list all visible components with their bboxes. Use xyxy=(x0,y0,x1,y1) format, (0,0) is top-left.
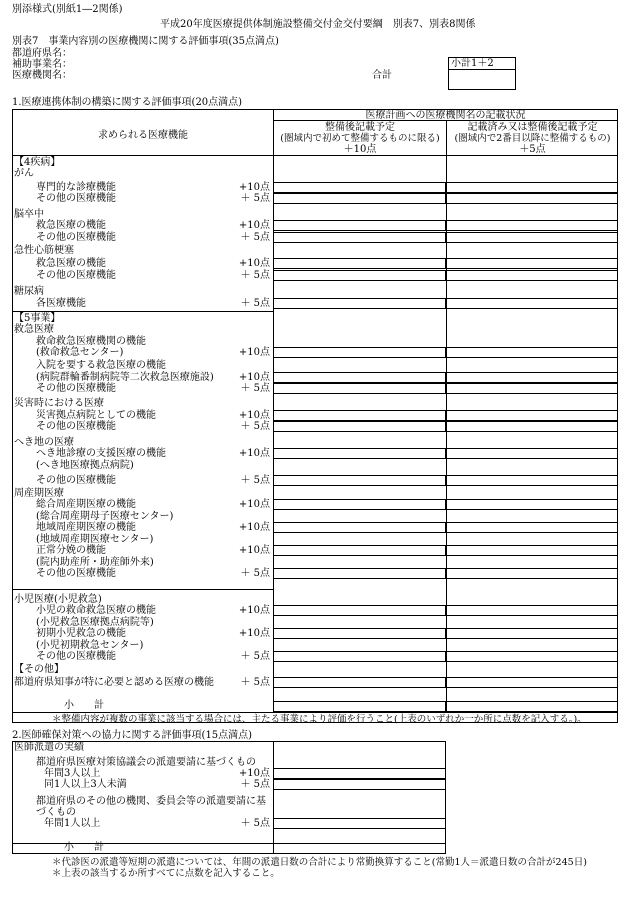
section1-row-label: がん xyxy=(14,168,34,179)
section1-score-cell-a[interactable] xyxy=(273,298,446,309)
col-b-line3: ＋5点 xyxy=(519,144,546,155)
section1-row-label: 【その他】 xyxy=(14,664,64,675)
section1-row-points: ＋ 5点 xyxy=(240,298,270,309)
section1-score-cell-b[interactable] xyxy=(446,628,618,639)
section1-row-label: 小児医療(小児救急) xyxy=(14,594,102,605)
col-group-header: 医療計画への医療機関名の記載状況 xyxy=(365,110,526,121)
section1-row-label: へき地の医療 xyxy=(14,437,74,448)
section1-row-label: 脳卒中 xyxy=(14,209,44,220)
section2-score-1[interactable] xyxy=(273,768,446,779)
section1-subtotal-divider xyxy=(12,712,618,713)
col-a-line1: 整備後記載予定 xyxy=(325,122,395,133)
section1-score-cell-b[interactable] xyxy=(446,347,618,358)
section1-row-label: へき地診療の支援医療の機能 xyxy=(36,448,166,459)
section1-row-points: +10点 xyxy=(238,410,270,421)
section2-line4: 都道府県のその他の機関、委員会等の派遣要請に基 xyxy=(36,796,266,807)
section1-row-label: (へき地医療拠点病院) xyxy=(36,460,134,471)
section1-row-label: 救命救急医療機関の機能 xyxy=(36,336,146,347)
section1-row-points: +10点 xyxy=(238,628,270,639)
section1-row-points: +10点 xyxy=(238,499,270,510)
section1-score-cell-b[interactable] xyxy=(446,421,618,432)
section1-row-label: その他の医療機能 xyxy=(36,270,116,281)
section1-row-points: ＋ 5点 xyxy=(240,270,270,281)
section1-score-cell-a[interactable] xyxy=(273,372,446,383)
section2-title-row: 医師派遣の実績 xyxy=(14,742,84,753)
section1-row-label: 地域周産期医療の機能 xyxy=(36,522,136,533)
section1-group-divider-1 xyxy=(12,311,274,312)
section1-score-cell-a[interactable] xyxy=(273,628,446,639)
col-required-header: 求められる医療機能 xyxy=(98,130,188,141)
section1-row-points: +10点 xyxy=(238,347,270,358)
section1-row-label: その他の医療機能 xyxy=(36,651,116,662)
section1-row-points: ＋ 5点 xyxy=(240,232,270,243)
section1-score-cell-a[interactable] xyxy=(273,383,446,394)
section1-row-points: +10点 xyxy=(238,258,270,269)
section1-row-points: +10点 xyxy=(238,220,270,231)
section1-score-cell-b[interactable] xyxy=(446,383,618,394)
section1-score-cell-b[interactable] xyxy=(446,193,618,204)
section1-row-points: +10点 xyxy=(238,448,270,459)
section1-row-label: その他の医療機能 xyxy=(36,421,116,432)
section1-row-label: 周産期医療 xyxy=(14,488,64,499)
section1-row-label: その他の医療機能 xyxy=(36,383,116,394)
section1-row-label: (小児初期救急センター) xyxy=(36,640,144,651)
total-score-field[interactable] xyxy=(448,69,516,90)
section2-score-3[interactable] xyxy=(273,818,446,829)
section1-row-label: 救急医療の機能 xyxy=(36,220,106,231)
section1-score-cell-b[interactable] xyxy=(446,568,618,579)
section1-row-points: ＋ 5点 xyxy=(240,193,270,204)
section1-score-cell-a[interactable] xyxy=(273,193,446,204)
section1-row-points: +10点 xyxy=(238,522,270,533)
section1-score-cell-a[interactable] xyxy=(273,522,446,533)
col-b-line1: 記載済み又は整備後記載予定 xyxy=(467,122,598,133)
section1-subtotal-b[interactable] xyxy=(446,701,618,712)
section1-row-points: ＋ 5点 xyxy=(240,568,270,579)
section1-score-cell-b[interactable] xyxy=(446,651,618,662)
section1-score-cell-b[interactable] xyxy=(446,545,618,556)
section1-row-label: (小児救急医療拠点病院等) xyxy=(36,617,154,628)
section1-row-label: (院内助産所・助産師外来) xyxy=(36,557,154,568)
section1-row-points: +10点 xyxy=(238,182,270,193)
section2-line6-points: ＋ 5点 xyxy=(240,818,270,829)
section1-row-label: 救急医療の機能 xyxy=(36,258,106,269)
section2-note1: ＊代診医の派遣等短期の派遣については、年間の派遣日数の合計により常勤換算すること(常勤1人＝派遣日数の合計が245日) xyxy=(52,857,587,868)
section1-score-cell-b[interactable] xyxy=(446,220,618,231)
section2-subtotal-label: 小 計 xyxy=(64,842,104,853)
section1-score-cell-a[interactable] xyxy=(273,448,446,459)
section1-group-divider-2 xyxy=(12,589,274,590)
section1-score-cell-a[interactable] xyxy=(273,499,446,510)
section1-row-points: +10点 xyxy=(238,545,270,556)
section1-row-label: 正常分娩の機能 xyxy=(36,545,106,556)
section1-score-cell-a[interactable] xyxy=(273,421,446,432)
section1-row-points: +10点 xyxy=(238,372,270,383)
section1-score-cell-a[interactable] xyxy=(273,651,446,662)
section1-score-cell-a[interactable] xyxy=(273,475,446,486)
section1-row-points: +10点 xyxy=(238,605,270,616)
section1-subtotal-a[interactable] xyxy=(273,701,446,712)
section1-row-label: 災害時における医療 xyxy=(14,398,104,409)
section1-row-label: 【5事業】 xyxy=(14,313,61,324)
section1-subtotal-label: 小 計 xyxy=(64,700,104,711)
section1-score-cell-b[interactable] xyxy=(446,182,618,193)
section1-score-cell-a[interactable] xyxy=(273,258,446,269)
section1-row-label: 救急医療 xyxy=(14,324,54,335)
section1-row-label: その他の医療機能 xyxy=(36,193,116,204)
col-b-line2: (圏域内で2番目以降に整備するもの) xyxy=(454,133,611,144)
section1-heading: 1.医療連携体制の構築に関する評価事項(20点満点) xyxy=(12,97,243,108)
section1-score-cell-b[interactable] xyxy=(446,298,618,309)
section1-score-cell-a[interactable] xyxy=(273,220,446,231)
section1-row-label: (地域周産期医療センター) xyxy=(36,534,154,545)
section1-note: ＊整備内容が複数の事業に該当する場合には、主たる事業により評価を行うこと(上表のいずれか一か所に点数を記入する。)。 xyxy=(52,714,587,725)
section1-score-cell-b[interactable] xyxy=(446,270,618,281)
section1-score-cell-b[interactable] xyxy=(446,605,618,616)
section1-score-cell-b[interactable] xyxy=(446,499,618,510)
section1-row-label: 専門的な診療機能 xyxy=(36,182,116,193)
section1-score-cell-a[interactable] xyxy=(273,232,446,243)
section1-score-cell-a[interactable] xyxy=(273,677,446,688)
table-caption: 別表7 事業内容別の医療機関に関する評価事項(35点満点) xyxy=(12,36,279,47)
section1-row-label: 小児の救命救急医療の機能 xyxy=(36,605,156,616)
section1-row-points: ＋ 5点 xyxy=(240,421,270,432)
section1-score-cell-b[interactable] xyxy=(446,677,618,688)
section2-note2: ＊上表の該当するか所すべてに点数を記入すること。 xyxy=(52,868,280,879)
section1-row-points: ＋ 5点 xyxy=(240,475,270,486)
col-a-line2: (圏域内で初めて整備するものに限る) xyxy=(280,133,440,144)
section2-line2-points: +10点 xyxy=(238,768,270,779)
subsidy-label: 補助事業名： xyxy=(12,59,72,70)
section1-row-label: 糖尿病 xyxy=(14,286,44,297)
section1-row-label: 初期小児救急の機能 xyxy=(36,628,126,639)
section1-score-cell-b[interactable] xyxy=(446,372,618,383)
section1-score-cell-a[interactable] xyxy=(273,347,446,358)
section2-line1: 都道府県医療対策協議会の派遣要請に基づくもの xyxy=(36,757,256,768)
section1-score-cell-b[interactable] xyxy=(446,448,618,459)
section1-row-points: ＋ 5点 xyxy=(240,383,270,394)
section1-row-label: その他の医療機能 xyxy=(36,568,116,579)
section1-row-label: その他の医療機能 xyxy=(36,475,116,486)
total-label: 合計 xyxy=(372,70,392,81)
prefecture-label: 都道府県名： xyxy=(12,48,72,59)
section1-score-cell-a[interactable] xyxy=(273,410,446,421)
section1-score-cell-b[interactable] xyxy=(446,475,618,486)
document-title: 平成20年度医療提供体制施設整備交付金交付要綱 別表7、別表8関係 xyxy=(160,19,476,30)
section1-score-cell-b[interactable] xyxy=(446,522,618,533)
col-a-line3: ＋10点 xyxy=(343,144,377,155)
section1-score-cell-b[interactable] xyxy=(446,232,618,243)
section1-row-label: 各医療機能 xyxy=(36,298,86,309)
section2-line3: 同1人以上3人未満 xyxy=(44,779,127,790)
section1-row-label: (救命救急センター) xyxy=(36,347,124,358)
section1-row-label: 災害拠点病院としての機能 xyxy=(36,410,156,421)
section2-line2: 年間3人以上 xyxy=(44,768,101,779)
section1-score-cell-a[interactable] xyxy=(273,605,446,616)
section2-subtotal[interactable] xyxy=(273,843,446,854)
section1-score-cell-a[interactable] xyxy=(273,568,446,579)
section1-row-label: 総合周産期医療の機能 xyxy=(36,499,136,510)
section1-row-label: (総合周産期母子医療センター) xyxy=(36,511,174,522)
form-label: 別添様式(別紙1―2関係) xyxy=(12,4,123,15)
section1-header-bottom xyxy=(12,155,618,156)
section1-score-cell-b[interactable] xyxy=(446,258,618,269)
section1-score-cell-b[interactable] xyxy=(446,410,618,421)
section1-row-label: その他の医療機能 xyxy=(36,232,116,243)
section2-heading: 2.医師確保対策への協力に関する評価事項(15点満点) xyxy=(12,730,253,741)
section1-row-label: (病院群輪番制病院等二次救急医療施設) xyxy=(36,372,214,383)
section1-score-cell-a[interactable] xyxy=(273,545,446,556)
section2-line6: 年間1人以上 xyxy=(44,818,101,829)
section1-row-points: ＋ 5点 xyxy=(240,677,270,688)
section1-row-label: 入院を要する救急医療の機能 xyxy=(36,360,166,371)
section2-score-2[interactable] xyxy=(273,779,446,790)
section2-line5: づくもの xyxy=(36,807,76,818)
section1-row-label: 【4疾病】 xyxy=(14,157,61,168)
section1-score-cell-a[interactable] xyxy=(273,270,446,281)
institution-label: 医療機関名： xyxy=(12,70,72,81)
section2-line3-points: ＋ 5点 xyxy=(240,779,270,790)
section1-row-points: ＋ 5点 xyxy=(240,651,270,662)
total-box-label: 小計1＋2 xyxy=(451,58,494,69)
section1-score-cell-a[interactable] xyxy=(273,182,446,193)
section1-row-label: 急性心筋梗塞 xyxy=(14,245,74,256)
section1-row-label: 都道府県知事が特に必要と認める医療の機能 xyxy=(14,677,214,688)
